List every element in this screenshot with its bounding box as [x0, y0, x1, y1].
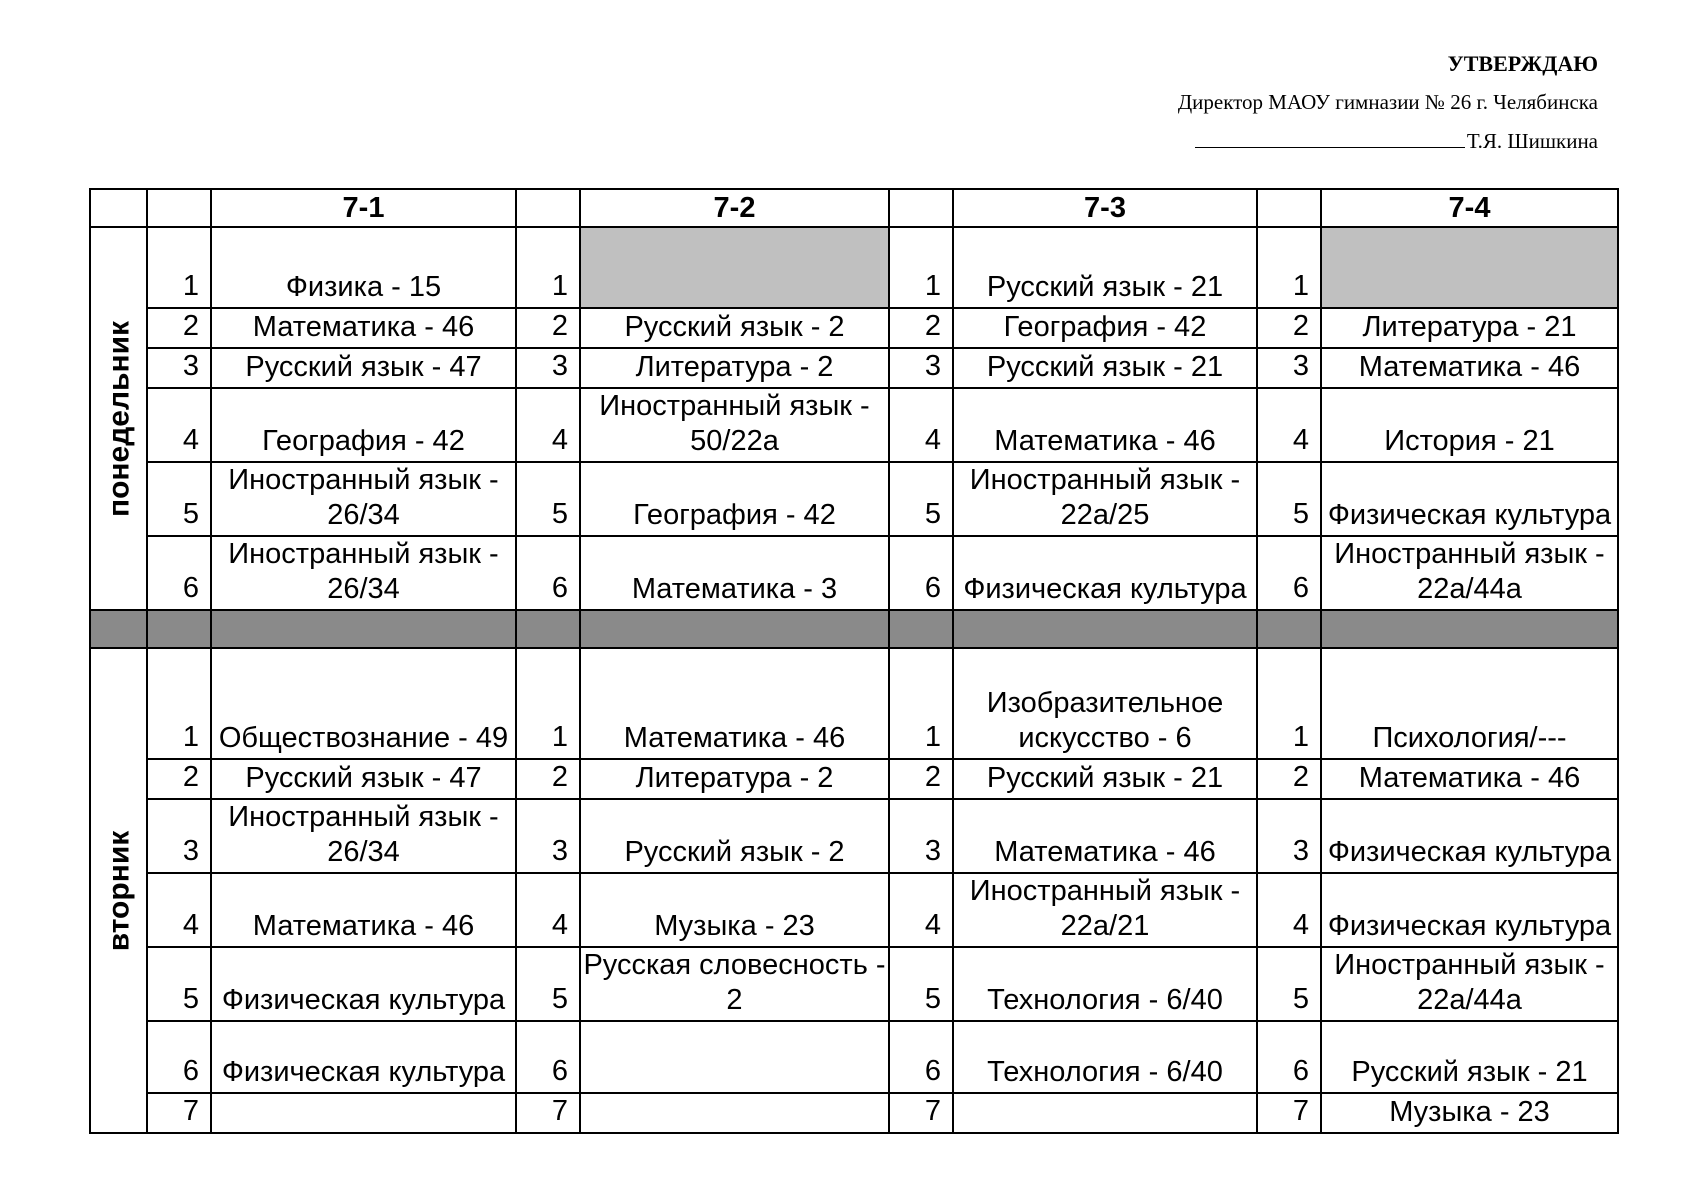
- lesson-row: [90, 759, 1618, 799]
- lesson-number: 4: [1257, 873, 1321, 947]
- lesson-number: 2: [147, 308, 211, 348]
- lesson-number: 1: [516, 648, 580, 759]
- header-num-blank: [1257, 189, 1321, 227]
- lesson-cell: Физика - 15: [211, 227, 516, 308]
- lesson-cell: Русский язык - 21: [953, 348, 1257, 388]
- day-label: вторник: [102, 830, 135, 951]
- lesson-number: 5: [889, 462, 953, 536]
- day-separator-row: [90, 610, 1618, 648]
- lesson-row: [90, 947, 1618, 1021]
- lesson-cell: География - 42: [953, 308, 1257, 348]
- lesson-number: 3: [147, 348, 211, 388]
- lesson-cell: [580, 227, 889, 308]
- lesson-number: 6: [1257, 536, 1321, 610]
- day-label: понедельник: [102, 320, 135, 517]
- lesson-cell: Математика - 46: [953, 799, 1257, 873]
- lesson-number: 5: [516, 947, 580, 1021]
- lesson-cell: Русский язык - 47: [211, 759, 516, 799]
- approval-block: [1178, 44, 1598, 161]
- lesson-cell: Иностранный язык - 22а/44а: [1321, 947, 1618, 1021]
- lesson-number: 4: [147, 873, 211, 947]
- lesson-number: 1: [889, 227, 953, 308]
- lesson-number: 6: [147, 536, 211, 610]
- lesson-cell: Русский язык - 21: [953, 759, 1257, 799]
- lesson-number: 6: [147, 1021, 211, 1093]
- lesson-cell: Русский язык - 21: [1321, 1021, 1618, 1093]
- lesson-number: 3: [516, 799, 580, 873]
- lesson-number: 4: [516, 388, 580, 462]
- lesson-row: [90, 536, 1618, 610]
- lesson-cell: [1321, 227, 1618, 308]
- lesson-number: 1: [516, 227, 580, 308]
- lesson-cell: Физическая культура: [211, 947, 516, 1021]
- lesson-number: 7: [516, 1093, 580, 1133]
- lesson-number: 1: [889, 648, 953, 759]
- lesson-row: [90, 462, 1618, 536]
- day-cell-monday: [90, 227, 147, 610]
- lesson-cell: Иностранный язык - 22а/21: [953, 873, 1257, 947]
- lesson-cell: Русская словесность - 2: [580, 947, 889, 1021]
- lesson-cell: Изобразительное искусство - 6: [953, 648, 1257, 759]
- lesson-cell: [580, 1093, 889, 1133]
- lesson-cell: Русский язык - 21: [953, 227, 1257, 308]
- schedule-table: [89, 188, 1619, 1134]
- lesson-number: 1: [1257, 648, 1321, 759]
- lesson-number: 2: [1257, 308, 1321, 348]
- lesson-number: 6: [1257, 1021, 1321, 1093]
- lesson-cell: Математика - 3: [580, 536, 889, 610]
- separator-cell: [516, 610, 580, 648]
- lesson-number: 6: [516, 1021, 580, 1093]
- lesson-cell: Математика - 46: [211, 308, 516, 348]
- lesson-cell: Иностранный язык - 26/34: [211, 799, 516, 873]
- lesson-row: [90, 1093, 1618, 1133]
- lesson-cell: География - 42: [580, 462, 889, 536]
- lesson-number: 5: [147, 462, 211, 536]
- lesson-number: 3: [147, 799, 211, 873]
- lesson-number: 5: [1257, 462, 1321, 536]
- separator-cell: [889, 610, 953, 648]
- lesson-row: [90, 648, 1618, 759]
- lesson-cell: Математика - 46: [211, 873, 516, 947]
- lesson-cell: Иностранный язык - 26/34: [211, 536, 516, 610]
- lesson-cell: Музыка - 23: [1321, 1093, 1618, 1133]
- lesson-cell: История - 21: [1321, 388, 1618, 462]
- lesson-number: 7: [1257, 1093, 1321, 1133]
- lesson-cell: [211, 1093, 516, 1133]
- lesson-number: 5: [516, 462, 580, 536]
- lesson-row: [90, 873, 1618, 947]
- lesson-cell: Музыка - 23: [580, 873, 889, 947]
- lesson-cell: Математика - 46: [1321, 759, 1618, 799]
- lesson-row: [90, 799, 1618, 873]
- lesson-number: 6: [889, 1021, 953, 1093]
- lesson-number: 1: [147, 227, 211, 308]
- lesson-cell: Математика - 46: [953, 388, 1257, 462]
- lesson-cell: Иностранный язык - 22а/44а: [1321, 536, 1618, 610]
- lesson-cell: Иностранный язык - 50/22а: [580, 388, 889, 462]
- lesson-number: 2: [516, 759, 580, 799]
- lesson-row: [90, 308, 1618, 348]
- lesson-number: 3: [889, 799, 953, 873]
- lesson-number: 4: [147, 388, 211, 462]
- lesson-number: 2: [889, 759, 953, 799]
- lesson-number: 5: [889, 947, 953, 1021]
- lesson-number: 3: [1257, 348, 1321, 388]
- day-cell-tuesday: [90, 648, 147, 1133]
- header-num-blank: [889, 189, 953, 227]
- class-header: 7-2: [580, 189, 889, 227]
- lesson-cell: Физическая культура: [1321, 799, 1618, 873]
- separator-cell: [953, 610, 1257, 648]
- lesson-row: [90, 348, 1618, 388]
- approval-signature: Т.Я. Шишкина: [1466, 129, 1598, 153]
- lesson-number: 3: [889, 348, 953, 388]
- class-header: 7-1: [211, 189, 516, 227]
- lesson-number: 7: [147, 1093, 211, 1133]
- lesson-number: 5: [1257, 947, 1321, 1021]
- lesson-cell: Обществознание - 49: [211, 648, 516, 759]
- lesson-number: 3: [1257, 799, 1321, 873]
- separator-cell: [1321, 610, 1618, 648]
- lesson-number: 1: [1257, 227, 1321, 308]
- lesson-number: 4: [889, 873, 953, 947]
- lesson-cell: Литература - 21: [1321, 308, 1618, 348]
- approval-position: Директор МАОУ гимназии № 26 г. Челябинска: [1177, 90, 1598, 114]
- lesson-row: [90, 388, 1618, 462]
- lesson-cell: Иностранный язык - 22а/25: [953, 462, 1257, 536]
- lesson-cell: Психология/---: [1321, 648, 1618, 759]
- separator-cell: [147, 610, 211, 648]
- separator-cell: [1257, 610, 1321, 648]
- lesson-number: 1: [147, 648, 211, 759]
- header-num-blank: [516, 189, 580, 227]
- lesson-number: 6: [889, 536, 953, 610]
- lesson-number: 2: [1257, 759, 1321, 799]
- lesson-cell: Русский язык - 2: [580, 799, 889, 873]
- class-header: 7-4: [1321, 189, 1618, 227]
- lesson-cell: Технология - 6/40: [953, 947, 1257, 1021]
- lesson-cell: Физическая культура: [1321, 462, 1618, 536]
- lesson-number: 5: [147, 947, 211, 1021]
- lesson-number: 2: [516, 308, 580, 348]
- approval-title: УТВЕРЖДАЮ: [1447, 51, 1598, 76]
- lesson-cell: Иностранный язык - 26/34: [211, 462, 516, 536]
- class-header: 7-3: [953, 189, 1257, 227]
- lesson-number: 6: [516, 536, 580, 610]
- lesson-cell: Физическая культура: [211, 1021, 516, 1093]
- lesson-cell: Литература - 2: [580, 759, 889, 799]
- lesson-cell: Русский язык - 47: [211, 348, 516, 388]
- lesson-cell: [953, 1093, 1257, 1133]
- lesson-cell: Математика - 46: [580, 648, 889, 759]
- lesson-row: [90, 227, 1618, 308]
- signature-blank: [1195, 125, 1465, 148]
- lesson-cell: Физическая культура: [1321, 873, 1618, 947]
- header-num-blank: [147, 189, 211, 227]
- lesson-number: 2: [889, 308, 953, 348]
- header-row: [90, 189, 1618, 227]
- lesson-number: 3: [516, 348, 580, 388]
- lesson-number: 2: [147, 759, 211, 799]
- lesson-number: 4: [1257, 388, 1321, 462]
- header-corner: [90, 189, 147, 227]
- lesson-number: 4: [889, 388, 953, 462]
- separator-cell: [580, 610, 889, 648]
- lesson-cell: Технология - 6/40: [953, 1021, 1257, 1093]
- approval-signature-line: [1178, 122, 1598, 161]
- lesson-number: 4: [516, 873, 580, 947]
- lesson-cell: Литература - 2: [580, 348, 889, 388]
- separator-cell: [211, 610, 516, 648]
- lesson-number: 7: [889, 1093, 953, 1133]
- lesson-cell: Русский язык - 2: [580, 308, 889, 348]
- lesson-row: [90, 1021, 1618, 1093]
- lesson-cell: Физическая культура: [953, 536, 1257, 610]
- lesson-cell: География - 42: [211, 388, 516, 462]
- lesson-cell: [580, 1021, 889, 1093]
- lesson-cell: Математика - 46: [1321, 348, 1618, 388]
- separator-cell: [90, 610, 147, 648]
